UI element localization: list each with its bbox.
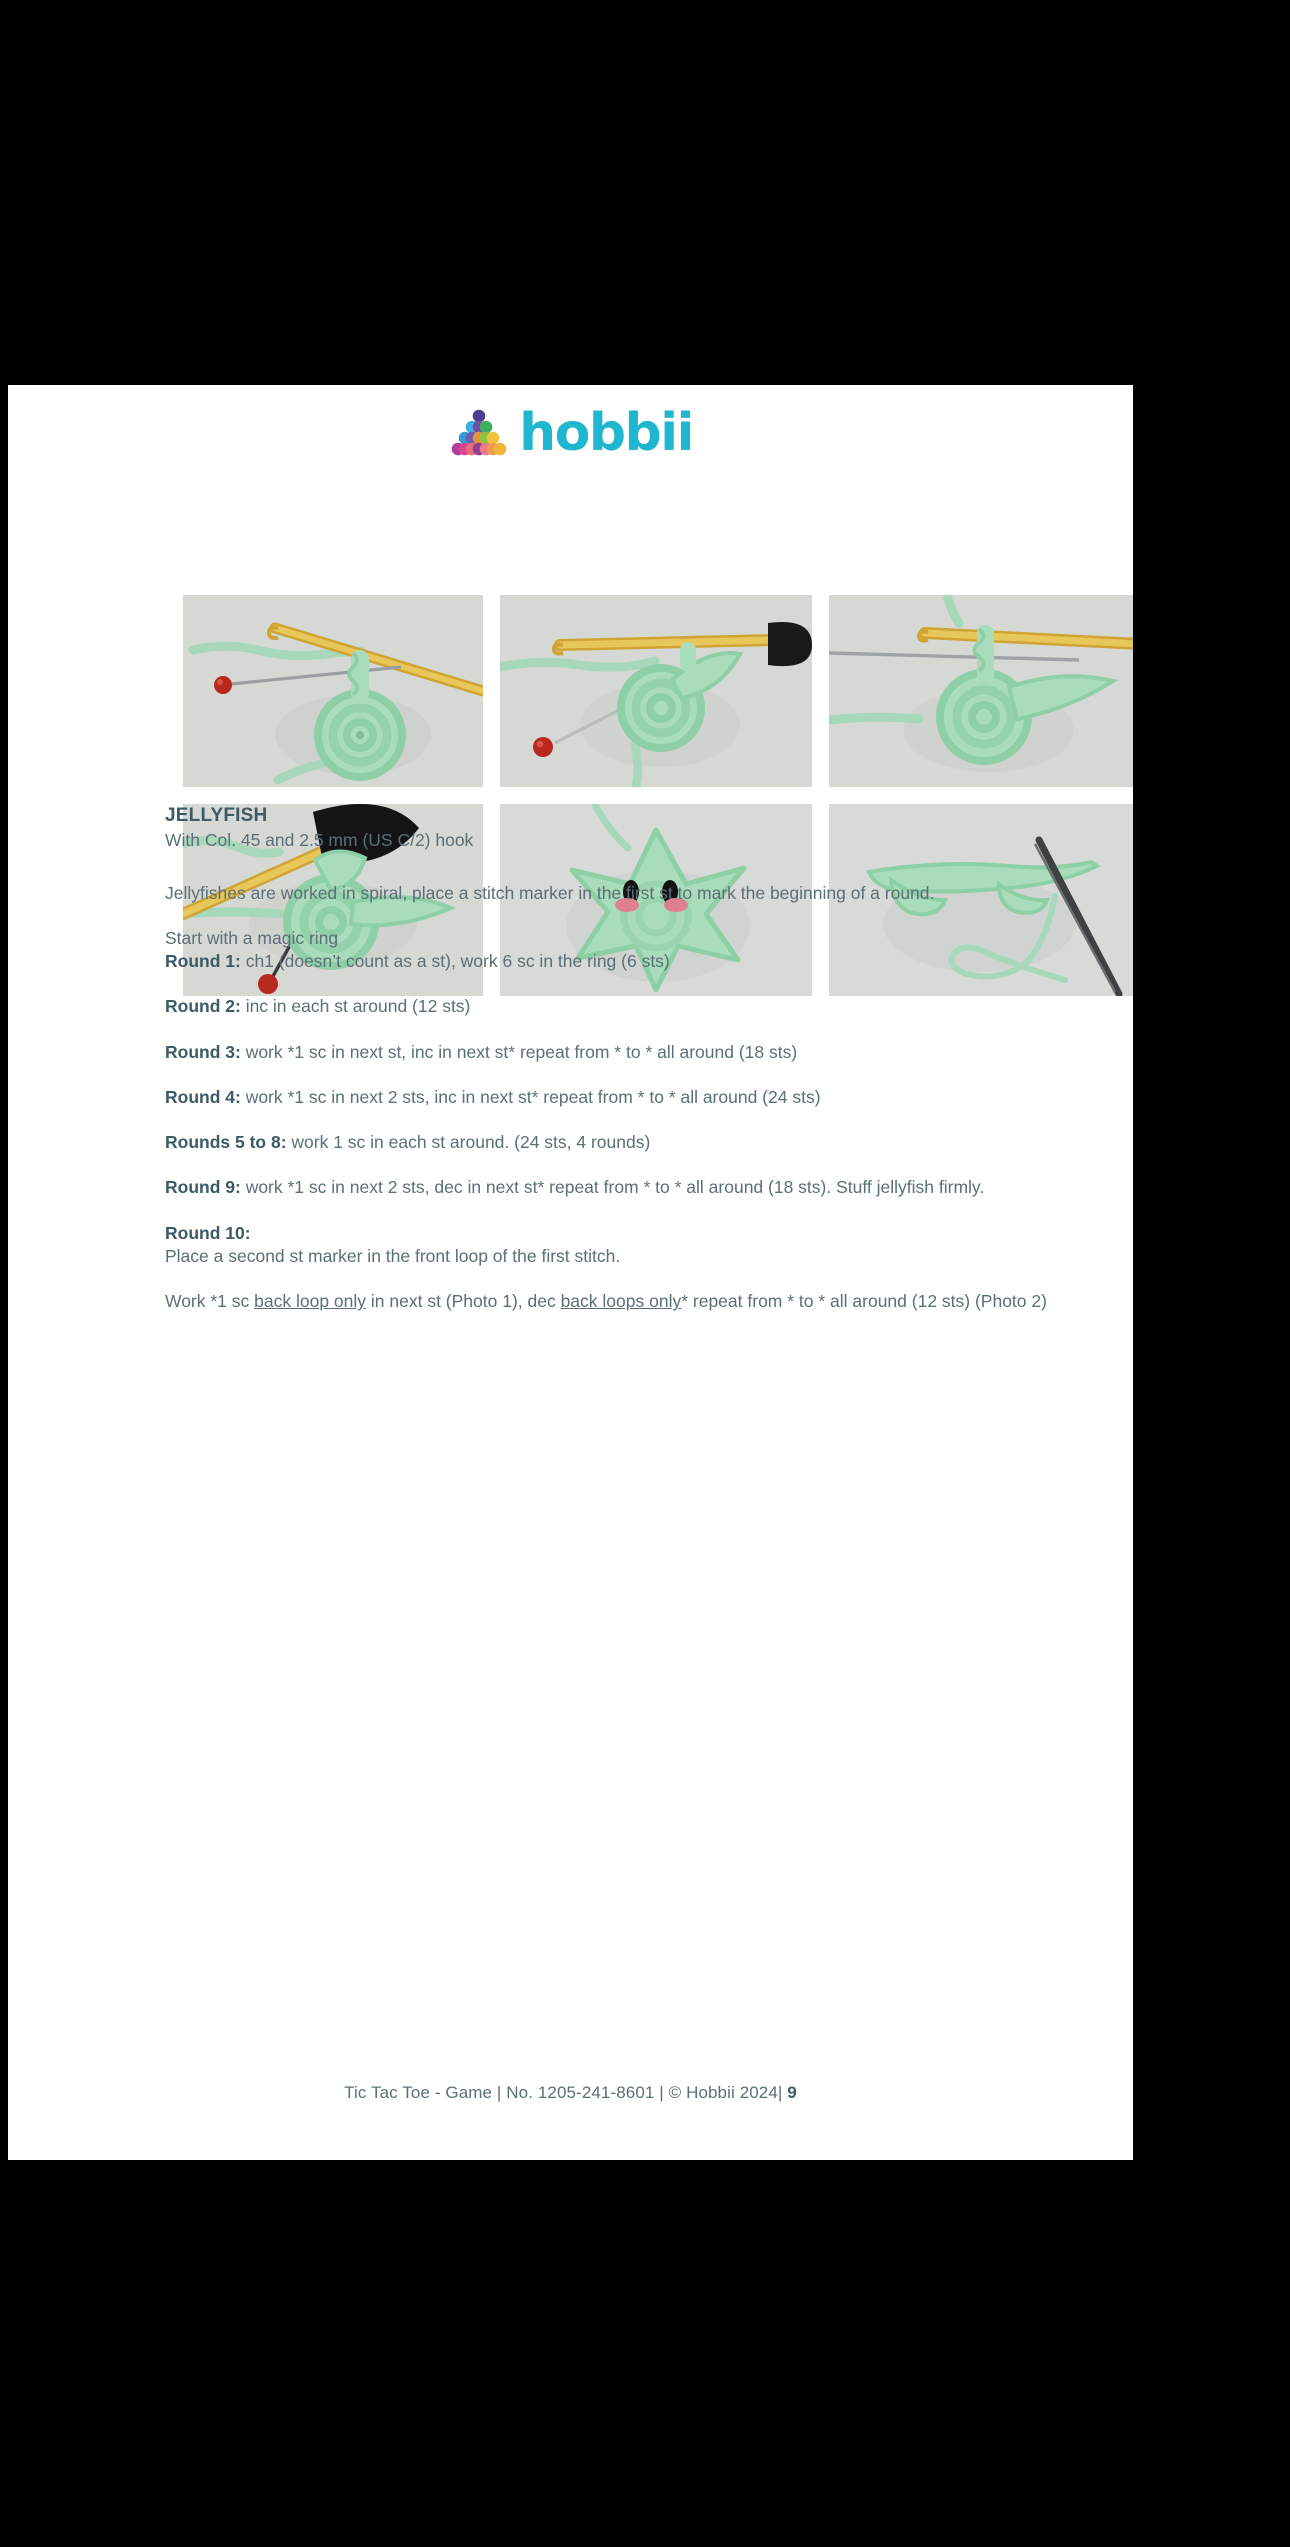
page-footer (8, 2083, 1133, 2103)
round-text-2: inc in each st around (12 sts) (240, 996, 471, 1017)
document-page (8, 385, 1133, 2160)
hobbii-logo (8, 403, 1133, 463)
round-label-5: Rounds 5 to 8: (165, 1132, 287, 1153)
round-line-4 (165, 1086, 1115, 1109)
round-line-3 (165, 1041, 1115, 1064)
round-line-5 (165, 1131, 1115, 1154)
round-text-1: ch1 (doesn’t count as a st), work 6 sc in the ring (6 sts) (240, 951, 670, 972)
round-text-3: work *1 sc in next st, inc in next st* repeat from * to * all around (18 sts) (240, 1041, 798, 1062)
round-text-5: work 1 sc in each st around. (24 sts, 4 rounds) (286, 1132, 651, 1153)
round-label-10: Round 10: (165, 1222, 251, 1243)
round-line-2 (165, 995, 1115, 1018)
page-number: 9 (787, 2083, 797, 2102)
pattern-text (165, 803, 1115, 1313)
work-post-text: * repeat from * to * all around (12 sts) (Photo 2) (681, 1291, 1047, 1312)
round-label-9: Round 9: (165, 1177, 241, 1198)
round-label-3: Round 3: (165, 1041, 241, 1062)
round-line-9 (165, 1176, 1115, 1199)
back-loops-only-underline: back loops only (560, 1291, 682, 1312)
footer-text: Tic Tac Toe - Game | No. 1205-241-8601 | © Hobbii 2024| (344, 2083, 788, 2102)
yarn-pyramid-icon (448, 409, 510, 457)
photo-2 (500, 595, 812, 787)
round-text-4: work *1 sc in next 2 sts, inc in next st* repeat from * to * all around (24 sts) (240, 1086, 821, 1107)
work-pre-text: Work *1 sc (165, 1291, 255, 1312)
magic-ring-line: Start with a magic ring (165, 927, 339, 948)
round-label-1: Round 1: (165, 951, 241, 972)
page-title: JELLYFISH (165, 805, 268, 826)
intro-paragraph: Jellyfishes are worked in spiral, place a stitch marker in the first st to mark the beginning of a round. (165, 882, 935, 903)
round-line-1 (165, 950, 1115, 973)
materials-line: With Col. 45 and 2.5 mm (US C/2) hook (165, 830, 474, 851)
round-10-line-1: Place a second st marker in the front loop of the first stitch. (165, 1245, 621, 1266)
photo-3 (829, 595, 1133, 787)
round-10-work-line (165, 1290, 1115, 1313)
photo-1 (183, 595, 483, 787)
work-mid-text: in next st (Photo 1), dec (366, 1291, 561, 1312)
round-text-9: work *1 sc in next 2 sts, dec in next st* repeat from * to * all around (18 sts). Stuff jellyfish firmly. (240, 1177, 985, 1198)
back-loop-only-underline: back loop only (254, 1291, 367, 1312)
round-label-2: Round 2: (165, 996, 241, 1017)
round-label-4: Round 4: (165, 1086, 241, 1107)
hobbii-wordmark: hobbii (519, 403, 693, 463)
